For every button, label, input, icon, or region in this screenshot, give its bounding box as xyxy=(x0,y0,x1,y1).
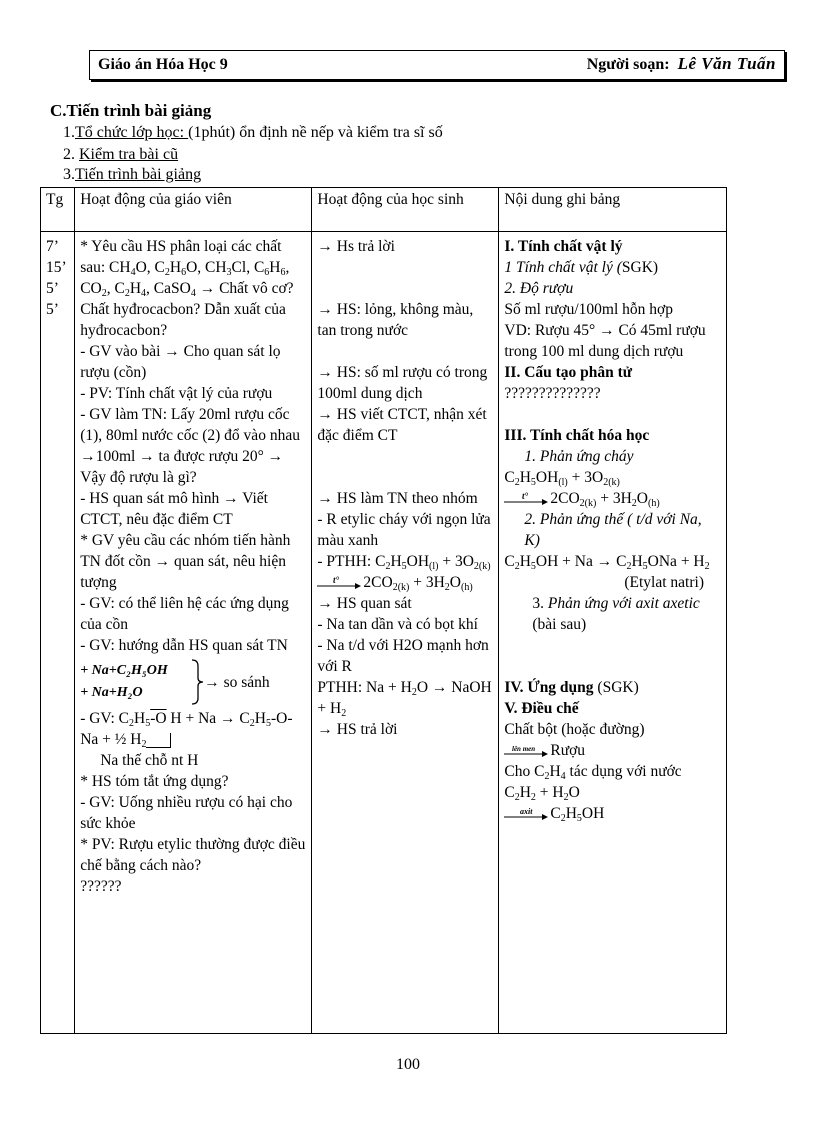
content-item: Cho $C_2H_4$ tác dụng với nước xyxy=(504,763,682,782)
teacher-item: ?????? xyxy=(80,878,122,895)
page-number: 100 xyxy=(396,1056,420,1073)
page-header-box xyxy=(89,50,785,80)
content-item: $C_2H_5OH + Na \to C_2H_5ONa + H_2$ xyxy=(504,553,710,572)
content-item: Chất bột (hoặc đường) xyxy=(504,721,645,738)
student-cell xyxy=(312,232,499,1034)
content-heading: II. Cấu tạo phân tử xyxy=(504,364,633,381)
step-2-title: Kiểm tra bài cũ xyxy=(79,146,179,163)
step-3 xyxy=(63,166,201,184)
step-3-title: Tiến trình bài giảng xyxy=(75,166,202,183)
teacher-item: - PV: Tính chất vật lý của rượu xyxy=(80,385,273,402)
header-cell-time: Tg xyxy=(41,188,75,232)
content-item: ?????????????? xyxy=(504,385,601,402)
step-1-text: (1phút) ổn định nề nếp và kiểm tra sĩ số xyxy=(188,124,443,141)
student-item: → HS trả lời xyxy=(317,721,398,738)
lesson-table xyxy=(40,187,727,1034)
step-2 xyxy=(63,146,178,164)
teacher-item: - GV: hướng dẫn HS quan sát TN xyxy=(80,637,288,654)
teacher-item: * PV: Rượu etylic thường được điều chế bằng cách nào? xyxy=(80,836,306,874)
time-entry: 5’ xyxy=(46,301,59,318)
content-heading: I. Tính chất vật lý xyxy=(504,238,623,255)
content-item: t° $2CO_{2(k)} + 3H_2O_{(h)}$ xyxy=(504,488,721,509)
content-item: 2. Phản ứng thế ( t/d với Na, K) xyxy=(524,511,702,549)
svg-text:axit: axit xyxy=(520,807,533,817)
student-item: → HS viết CTCT, nhận xét đặc điểm CT xyxy=(317,406,487,444)
content-cell xyxy=(499,232,727,1034)
student-item: → HS: lỏng, không màu, tan trong nước xyxy=(317,301,474,339)
student-item: → HS quan sát xyxy=(317,595,412,612)
time-entry: 7’ xyxy=(46,238,59,255)
reaction-arrow-icon xyxy=(504,807,550,821)
content-item: VD: Rượu 45° → Có 45ml rượu trong 100 ml dung dịch rượu xyxy=(504,322,706,360)
teacher-item: - GV làm TN: Lấy 20ml rượu cốc (1), 80ml nước cốc (2) đổ vào nhau →100ml → ta được rượu 20° → Vậy độ rượu là gì? xyxy=(80,406,300,486)
content-item: $C_2H_2 + H_2O$ xyxy=(504,784,580,803)
student-item: → HS làm TN theo nhóm xyxy=(317,490,478,507)
teacher-item: - GV vào bài → Cho quan sát lọ rượu (cồn) xyxy=(80,343,281,381)
content-item: lên men Rượu xyxy=(504,740,721,761)
step-1-num: 1. xyxy=(63,124,75,141)
teacher-item: * Yêu cầu HS phân loại các chất sau: $CH_4O$, $C_2H_6O$, $CH_3Cl$, $C_6H_6$, $CO_2$, $C_2H_4$, CaSO$_4$ → Chất vô cơ? Chất hyđrocacbon? Dẫn xuất của hyđrocacbon? xyxy=(80,238,294,339)
student-item: PTHH: $Na + H_2O$ → NaOH + $H_2$ xyxy=(317,679,492,719)
svg-text:t°: t° xyxy=(333,576,340,586)
content-item: 1. Phản ứng cháy xyxy=(524,448,634,465)
step-1-title: Tổ chức lớp học: xyxy=(75,124,189,141)
content-item: (Etylat natri) xyxy=(624,574,704,591)
svg-text:lên men: lên men xyxy=(512,745,536,754)
header-title: Giáo án Hóa Học 9 xyxy=(98,56,228,73)
content-item: 3. Phản ứng với axit axetic (bài sau) xyxy=(532,595,700,633)
header-cell-student: Hoạt động của học sinh xyxy=(312,188,499,232)
content-item: 1 Tính chất vật lý (SGK) xyxy=(504,259,659,276)
teacher-item: - GV: có thể liên hệ các ứng dụng của cồn xyxy=(80,595,289,633)
time-entry: 15’ xyxy=(46,259,67,276)
content-item: 2. Độ rượu xyxy=(504,280,574,297)
student-item: - Na t/d với H2O mạnh hơn với R xyxy=(317,637,489,675)
reaction-arrow-icon xyxy=(504,744,550,758)
compare-label: → so sánh xyxy=(204,674,270,691)
teacher-cell xyxy=(75,232,312,1034)
teacher-item: Na thế chỗ nt H xyxy=(100,752,199,769)
header-author xyxy=(587,54,776,74)
compare-experiment xyxy=(80,658,306,706)
content-item: $C_2H_5OH_{(l)} + 3O_{2(k)}$ xyxy=(504,469,620,488)
teacher-item: - HS quan sát mô hình → Viết CTCT, nêu đặc điểm CT xyxy=(80,490,268,528)
student-item: → HS: số ml rượu có trong 100ml dung dịch xyxy=(317,364,488,402)
header-cell-teacher: Hoạt động của giáo viên xyxy=(75,188,312,232)
author-signature: Lê Văn Tuấn xyxy=(677,54,776,73)
curly-brace-icon xyxy=(190,658,204,706)
reaction-arrow-icon xyxy=(317,576,363,590)
student-item: - PTHH: $C_2H_5OH_{(l)} + 3O_{2(k)}$ t° $2CO_{2(k)} + 3H_2O_{(h)}$ xyxy=(317,553,491,593)
formula-na-water: + Na+H₂O xyxy=(80,685,143,700)
step-2-num: 2. xyxy=(63,146,79,163)
teacher-item: - GV: Uống nhiều rượu có hại cho sức khỏe xyxy=(80,794,293,832)
content-item: Số ml rượu/100ml hỗn hợp xyxy=(504,301,673,318)
section-title: C.Tiến trình bài giảng xyxy=(50,101,212,120)
student-item: - Na tan dần và có bọt khí xyxy=(317,616,478,633)
svg-text:t°: t° xyxy=(522,492,529,502)
content-heading: V. Điều chế xyxy=(504,700,579,717)
student-item: → Hs trả lời xyxy=(317,238,395,255)
time-entry: 5’ xyxy=(46,280,59,297)
step-3-num: 3. xyxy=(63,166,75,183)
table-row xyxy=(41,232,727,1034)
teacher-item: - GV: $C_2H_5-O$ $H + Na \to C_2H_5-O-Na$ + ½ $H_2$ xyxy=(80,710,293,750)
header-cell-content: Nội dung ghi bảng xyxy=(499,188,727,232)
formula-na-ethanol: + Na+C₂H₅OH xyxy=(80,663,168,678)
content-item: axit $C_2H_5OH$ xyxy=(504,803,721,824)
time-cell xyxy=(41,232,75,1034)
step-1 xyxy=(63,124,443,142)
content-heading: III. Tính chất hóa học xyxy=(504,427,650,444)
teacher-item: * HS tóm tắt ứng dụng? xyxy=(80,773,229,790)
teacher-item: * GV yêu cầu các nhóm tiến hành TN đốt cồn → quan sát, nêu hiện tượng xyxy=(80,532,291,591)
author-label: Người soạn: xyxy=(586,56,670,73)
table-header-row xyxy=(41,188,727,232)
content-heading: IV. Ứng dụng (SGK) xyxy=(504,679,639,696)
student-item: - R etylic cháy với ngọn lửa màu xanh xyxy=(317,511,491,549)
reaction-arrow-icon xyxy=(504,492,550,506)
